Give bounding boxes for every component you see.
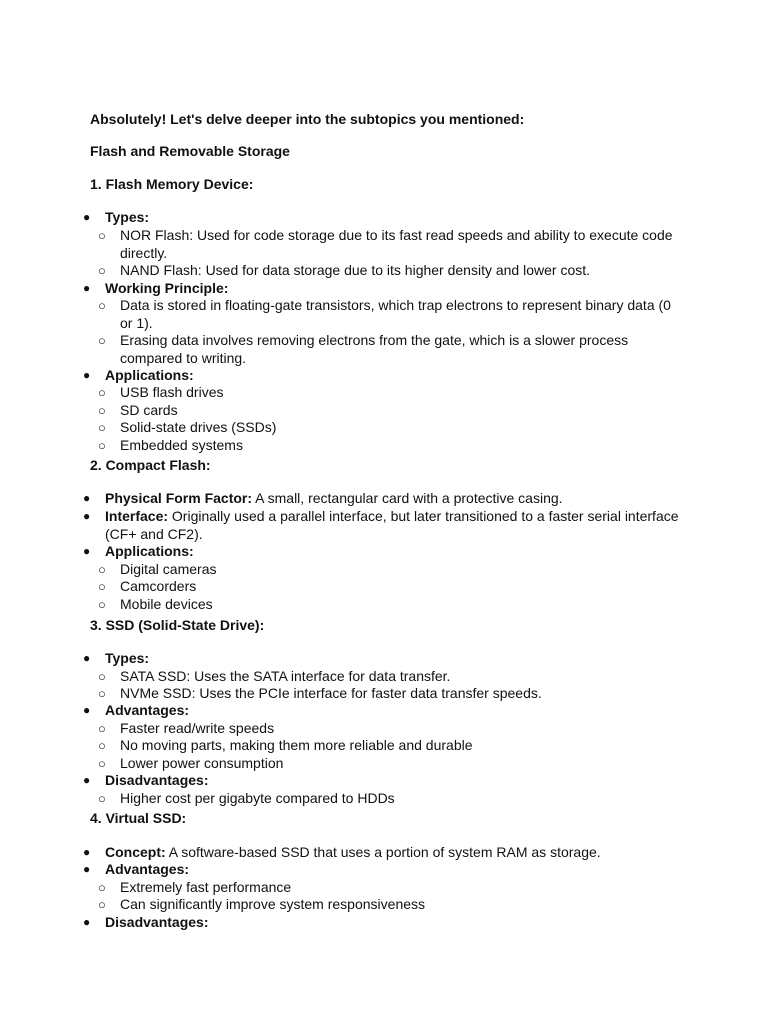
bullet-icon: ●	[83, 845, 91, 859]
list-item	[105, 702, 680, 720]
circle-bullet-icon: ○	[98, 298, 106, 313]
sub-item: No moving parts, making them more reliable and durable	[120, 737, 473, 753]
sub-item: NVMe SSD: Uses the PCIe interface for faster data transfer speeds.	[120, 685, 542, 701]
circle-bullet-icon: ○	[98, 562, 106, 577]
circle-bullet-icon: ○	[98, 420, 106, 435]
section-heading-3: 3. SSD (Solid-State Drive):	[90, 617, 265, 633]
list-item	[105, 844, 680, 862]
list-item	[105, 280, 680, 298]
circle-bullet-icon: ○	[98, 228, 106, 243]
item-label: Working Principle:	[105, 280, 229, 296]
list-item	[105, 861, 680, 879]
item-label: Disadvantages:	[105, 914, 209, 930]
bullet-icon: ●	[83, 368, 91, 382]
list-item	[105, 490, 680, 508]
item-label: Disadvantages:	[105, 772, 209, 788]
item-text: A small, rectangular card with a protective casing.	[252, 490, 563, 506]
bullet-icon: ●	[83, 862, 91, 876]
section-title: Flash and Removable Storage	[90, 143, 290, 159]
circle-bullet-icon: ○	[98, 897, 106, 912]
sub-item: NAND Flash: Used for data storage due to its higher density and lower cost.	[120, 262, 591, 278]
sub-item: Digital cameras	[120, 561, 217, 577]
sub-item: SD cards	[120, 402, 178, 418]
sub-item: Erasing data involves removing electrons from the gate, which is a slower process compared to writing.	[120, 332, 629, 366]
list-item	[105, 914, 680, 932]
circle-bullet-icon: ○	[98, 880, 106, 895]
item-label: Interface:	[105, 508, 169, 524]
sub-item: Solid-state drives (SSDs)	[120, 419, 277, 435]
circle-bullet-icon: ○	[98, 791, 106, 806]
circle-bullet-icon: ○	[98, 686, 106, 701]
sub-item: Data is stored in floating-gate transistors, which trap electrons to represent binary data (0 or 1).	[120, 297, 671, 331]
section-heading-1: 1. Flash Memory Device:	[90, 176, 254, 192]
circle-bullet-icon: ○	[98, 438, 106, 453]
list-item	[105, 367, 680, 385]
sub-item: Camcorders	[120, 578, 197, 594]
sub-item: Can significantly improve system responsiveness	[120, 896, 426, 912]
section-heading-4: 4. Virtual SSD:	[90, 810, 187, 826]
circle-bullet-icon: ○	[98, 579, 106, 594]
item-label: Concept:	[105, 844, 166, 860]
circle-bullet-icon: ○	[98, 721, 106, 736]
bullet-icon: ●	[83, 773, 91, 787]
intro-text: Absolutely! Let's delve deeper into the subtopics you mentioned:	[90, 111, 525, 127]
bullet-icon: ●	[83, 915, 91, 929]
sub-item: Embedded systems	[120, 437, 243, 453]
sub-item: Extremely fast performance	[120, 879, 292, 895]
item-label: Types:	[105, 650, 150, 666]
bullet-icon: ●	[83, 509, 91, 523]
list-item	[105, 209, 680, 227]
sub-item: Faster read/write speeds	[120, 720, 275, 736]
circle-bullet-icon: ○	[98, 738, 106, 753]
sub-item: Mobile devices	[120, 596, 213, 612]
sub-item: NOR Flash: Used for code storage due to its fast read speeds and ability to execute code directly.	[120, 227, 673, 261]
sub-item: SATA SSD: Uses the SATA interface for data transfer.	[120, 668, 451, 684]
item-label: Types:	[105, 209, 150, 225]
bullet-icon: ●	[83, 491, 91, 505]
item-text: Originally used a parallel interface, but later transitioned to a faster serial interface (CF+ and CF2).	[105, 508, 679, 542]
item-label: Advantages:	[105, 861, 190, 877]
circle-bullet-icon: ○	[98, 385, 106, 400]
sub-item: Higher cost per gigabyte compared to HDDs	[120, 790, 395, 806]
list-item	[105, 508, 680, 543]
item-label: Physical Form Factor:	[105, 490, 253, 506]
circle-bullet-icon: ○	[98, 403, 106, 418]
circle-bullet-icon: ○	[98, 263, 106, 278]
bullet-icon: ●	[83, 544, 91, 558]
list-item	[105, 543, 680, 561]
circle-bullet-icon: ○	[98, 669, 106, 684]
circle-bullet-icon: ○	[98, 597, 106, 612]
bullet-icon: ●	[83, 703, 91, 717]
bullet-icon: ●	[83, 281, 91, 295]
item-label: Applications:	[105, 367, 194, 383]
list-item	[105, 772, 680, 790]
circle-bullet-icon: ○	[98, 333, 106, 348]
sub-item: USB flash drives	[120, 384, 224, 400]
bullet-icon: ●	[83, 651, 91, 665]
item-label: Applications:	[105, 543, 194, 559]
list-item	[105, 650, 680, 668]
item-text: A software-based SSD that uses a portion of system RAM as storage.	[165, 844, 601, 860]
item-label: Advantages:	[105, 702, 190, 718]
sub-item: Lower power consumption	[120, 755, 284, 771]
circle-bullet-icon: ○	[98, 756, 106, 771]
bullet-icon: ●	[83, 210, 91, 224]
section-heading-2: 2. Compact Flash:	[90, 457, 211, 473]
